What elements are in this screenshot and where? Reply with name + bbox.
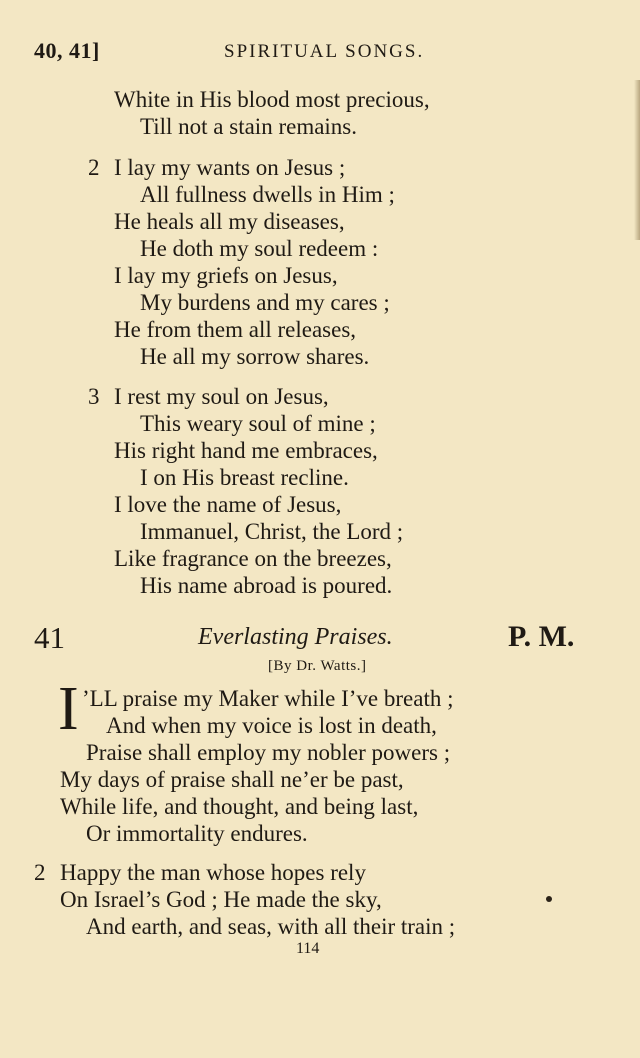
verse-line: I love the name of Jesus, xyxy=(114,492,342,517)
verse-line: My days of praise shall ne’er be past, xyxy=(60,767,404,792)
verse-line: I rest my soul on Jesus, xyxy=(114,384,329,409)
ink-spot xyxy=(546,896,552,902)
verse-line: While life, and thought, and being last, xyxy=(60,794,419,819)
verse-line: He heals all my diseases, xyxy=(114,209,345,234)
verse-line: This weary soul of mine ; xyxy=(140,411,376,436)
hymn-meter: P. M. xyxy=(508,620,575,653)
verse-line: Praise shall employ my nobler powers ; xyxy=(86,740,451,765)
hymn-number: 41 xyxy=(34,620,65,655)
verse-line: Happy the man whose hopes rely xyxy=(60,860,366,885)
verse-line: I lay my wants on Jesus ; xyxy=(114,155,346,180)
verse-line: He doth my soul redeem : xyxy=(140,236,379,261)
drop-cap: I xyxy=(58,675,79,743)
running-head-hymn-numbers: 40, 41] xyxy=(34,38,100,63)
running-head-title: SPIRITUAL SONGS. xyxy=(224,41,425,62)
verse-number: 3 xyxy=(88,384,100,409)
verse-number: 2 xyxy=(88,155,100,180)
verse-line: My burdens and my cares ; xyxy=(140,290,390,315)
verse-line: He all my sorrow shares. xyxy=(140,344,370,369)
verse-line: His right hand me embraces, xyxy=(114,438,378,463)
hymn41-heading xyxy=(0,620,640,660)
page-edge-shadow xyxy=(634,80,640,240)
page-number: 114 xyxy=(296,940,320,957)
verse-line: He from them all releases, xyxy=(114,317,357,342)
running-head xyxy=(34,38,606,68)
verse-line: I lay my griefs on Jesus, xyxy=(114,263,338,288)
verse-number: 2 xyxy=(34,860,46,885)
verse-line: And earth, and seas, with all their train ; xyxy=(86,914,456,939)
verse-line: Immanuel, Christ, the Lord ; xyxy=(140,519,404,544)
verse-line: ’LL praise my Maker while I’ve breath ; xyxy=(82,686,454,711)
hymn-author: [By Dr. Watts.] xyxy=(268,658,367,674)
verse-line: White in His blood most precious, xyxy=(114,87,430,112)
verse-line: Or immortality endures. xyxy=(86,821,308,846)
verse-line: I on His breast recline. xyxy=(140,465,349,490)
hymn-title: Everlasting Praises. xyxy=(198,624,393,650)
verse-line: All fullness dwells in Him ; xyxy=(140,182,395,207)
verse-line: Till not a stain remains. xyxy=(140,114,358,139)
verse-line: His name abroad is poured. xyxy=(140,573,393,598)
verse-line: Like fragrance on the breezes, xyxy=(114,546,392,571)
verse-line: And when my voice is lost in death, xyxy=(106,713,437,738)
verse-line: On Israel’s God ; He made the sky, xyxy=(60,887,382,912)
